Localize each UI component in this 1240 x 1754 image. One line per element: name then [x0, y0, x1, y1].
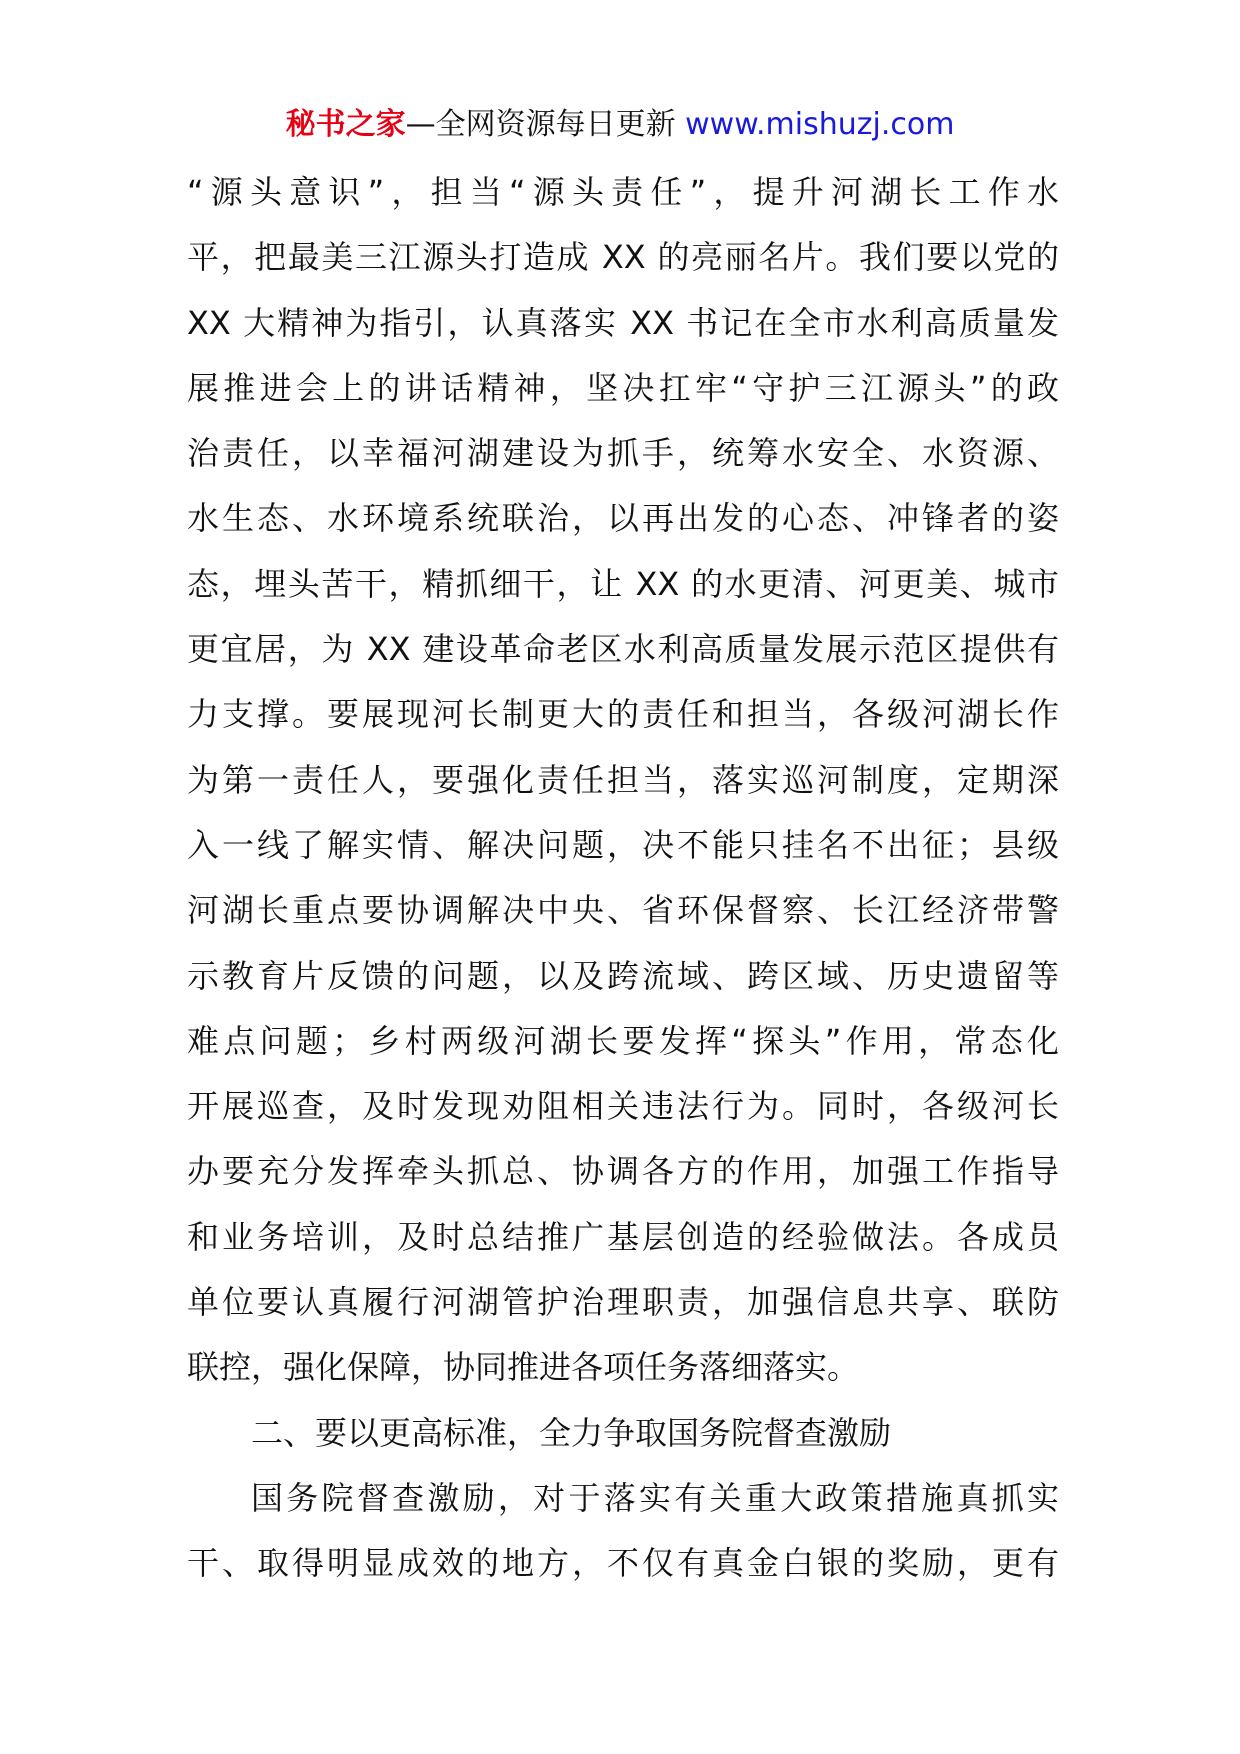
- text-line: 联控，强化保障，协同推进各项任务落细落实。: [187, 1348, 860, 1387]
- text-line: 开展巡查，及时发现劝阻相关违法行为。同时，各级河长: [187, 1087, 1059, 1126]
- text-line: 河湖长重点要协调解决中央、省环保督察、长江经济带警: [187, 891, 1059, 930]
- text-line: 示教育片反馈的问题，以及跨流域、跨区域、历史遗留等: [187, 956, 1059, 995]
- text-line: 干、取得明显成效的地方，不仅有真金白银的奖励，更有: [187, 1544, 1059, 1583]
- text-line: 治责任，以幸福河湖建设为抓手，统筹水安全、水资源、: [187, 434, 1059, 473]
- document-body: [187, 160, 1059, 1597]
- site-header: [0, 100, 1240, 150]
- text-line: 和业务培训，及时总结推广基层创造的经验做法。各成员: [187, 1217, 1059, 1256]
- paragraph-2: [187, 1466, 1059, 1597]
- text-line: 难点问题；乡村两级河湖长要发挥“探头”作用，常态化: [187, 1021, 1059, 1060]
- text-line: 更宜居，为 XX 建设革命老区水利高质量发展示范区提供有: [187, 630, 1059, 669]
- text-line: 办要充分发挥牵头抓总、协调各方的作用，加强工作指导: [187, 1152, 1059, 1191]
- text-line: 水生态、水环境系统联治，以再出发的心态、冲锋者的姿: [187, 499, 1059, 538]
- text-line: 态，埋头苦干，精抓细干，让 XX 的水更清、河更美、城市: [187, 564, 1059, 603]
- paragraph-1: [187, 160, 1059, 1401]
- text-line: XX 大精神为指引，认真落实 XX 书记在全市水利高质量发: [187, 303, 1059, 342]
- text-line: 展推进会上的讲话精神，坚决扛牢“守护三江源头”的政: [187, 368, 1059, 407]
- section-heading: 二、要以更高标准，全力争取国务院督查激励: [251, 1413, 892, 1452]
- text-line: 力支撑。要展现河长制更大的责任和担当，各级河湖长作: [187, 695, 1059, 734]
- text-line: 国务院督查激励，对于落实有关重大政策措施真抓实: [251, 1478, 1059, 1517]
- text-line: 平，把最美三江源头打造成 XX 的亮丽名片。我们要以党的: [187, 238, 1059, 277]
- brand-name: 秘书之家: [285, 107, 406, 142]
- text-line: “源头意识”，担当“源头责任”，提升河湖长工作水: [187, 173, 1059, 211]
- text-line: 入一线了解实情、解决问题，决不能只挂名不出征；县级: [187, 825, 1059, 864]
- text-line: 单位要认真履行河湖管护治理职责，加强信息共享、联防: [187, 1283, 1059, 1322]
- text-line: 为第一责任人，要强化责任担当，落实巡河制度，定期深: [187, 760, 1059, 799]
- site-url[interactable]: www.mishuzj.com: [685, 107, 955, 142]
- header-tagline: —全网资源每日更新: [405, 107, 686, 142]
